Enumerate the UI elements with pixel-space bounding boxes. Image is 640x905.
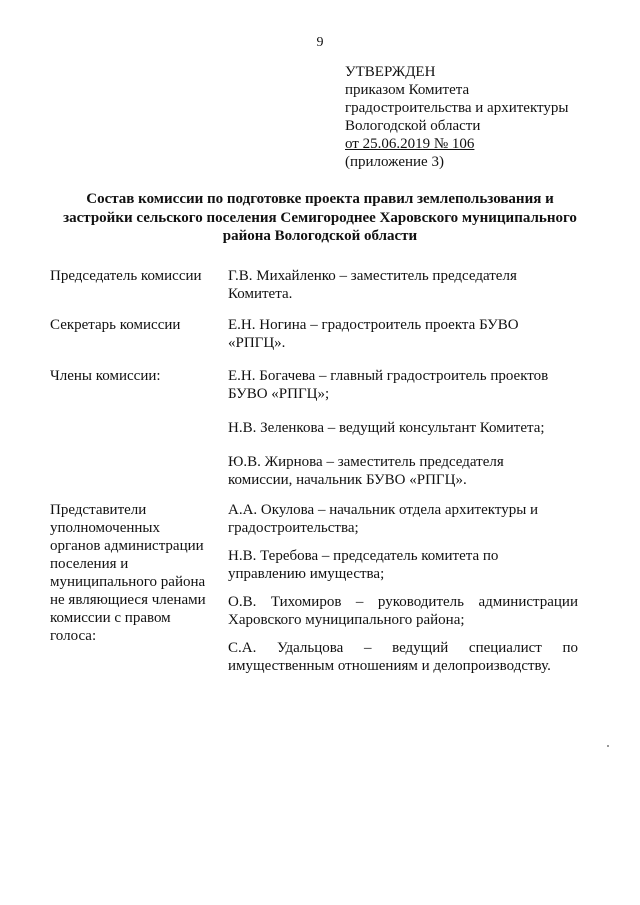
role-label: Члены комиссии: [50, 368, 161, 384]
scan-speck [607, 745, 609, 747]
approval-block [345, 63, 615, 171]
title-line: Состав комиссии по подготовке проекта правил землепользования и [86, 191, 554, 207]
member-entry: Н.В. Зеленкова – ведущий консультант Комитета; [228, 420, 545, 436]
title-line: района Вологодской области [222, 228, 418, 244]
approval-order-date: от 25.06.2019 № 106 [345, 136, 475, 152]
member-list [228, 501, 578, 685]
approval-line: градостроительства и архитектуры [345, 100, 569, 116]
member-entry: Н.В. Теребова – председатель комитета по управлению имущества; [228, 548, 499, 582]
member-entry: Е.Н. Ногина – градостроитель проекта БУВО «РПГЦ». [228, 317, 519, 351]
member-entry: С.А. Удальцова – ведущий специалист по имущественным отношениям и делопроизводству. [228, 640, 578, 674]
approval-line: приказом Комитета [345, 82, 470, 98]
title-line: застройки сельского поселения Семигороднее Харовского муниципального [63, 209, 577, 226]
approval-appendix: (приложение 3) [345, 154, 444, 170]
member-list [228, 267, 578, 319]
approval-heading: УТВЕРЖДЕН [345, 64, 436, 80]
member-entry: Г.В. Михайленко – заместитель председателя Комитета. [228, 268, 517, 302]
member-entry: Е.Н. Богачева – главный градостроитель проектов БУВО «РПГЦ»; [228, 368, 549, 402]
role-label: Председатель комиссии [50, 268, 202, 284]
role-label: Представители уполномоченных органов администрации поселения и муниципального района не являющиеся членами комиссии с правом голоса: [50, 502, 206, 644]
member-entry: Ю.В. Жирнова – заместитель председателя комиссии, начальник БУВО «РПГЦ». [228, 454, 504, 488]
member-entry: А.А. Окулова – начальник отдела архитектуры и градостроительства; [228, 502, 539, 536]
member-list [228, 316, 578, 368]
role-label: Секретарь комиссии [50, 317, 181, 333]
member-list [228, 367, 578, 505]
approval-line: Вологодской области [345, 118, 481, 134]
member-entry: О.В. Тихомиров – руководитель администрации Харовского муниципального района; [228, 594, 578, 628]
page-number: 9 [316, 35, 324, 50]
document-title [40, 190, 600, 246]
